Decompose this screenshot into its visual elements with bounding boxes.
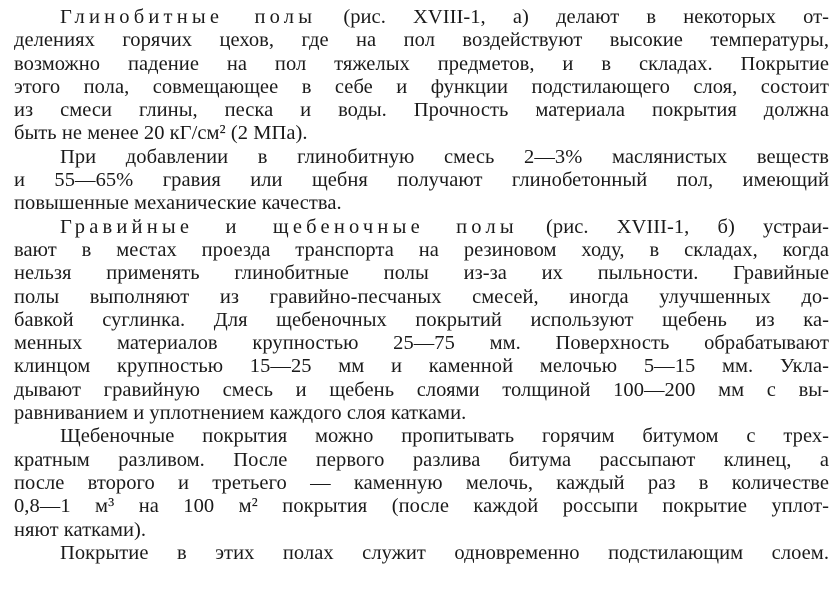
paragraph-clay-floors: [14, 6, 829, 146]
text-line: 0,8—1 м³ на 100 м² покрытия (после каждой россыпи покрытие уплот-: [14, 495, 829, 518]
text-line: Щебеночные покрытия можно пропитывать горячим битумом с трех-: [60, 425, 829, 448]
text-line: бавкой суглинка. Для щебеночных покрытий используют щебень из ка-: [14, 308, 829, 331]
text-line: быть не менее 20 кГ/см² (2 МПа).: [14, 122, 308, 145]
text-line: клинцом крупностью 15—25 мм и каменной мелочью 5—15 мм. Укла-: [14, 355, 829, 378]
text-line: повышенные механические качества.: [14, 192, 342, 215]
text-line: Глинобитные полы (рис. XVIII-1, а) делают в некоторых от-: [60, 6, 829, 28]
text-line: нельзя применять глинобитные полы из-за их пыльности. Гравийные: [14, 262, 829, 285]
text-line: после второго и третьего — каменную мелочь, каждый раз в количестве: [14, 471, 829, 494]
text-line: дывают гравийную смесь и щебень слоями толщиной 100—200 мм с вы-: [14, 378, 829, 401]
text-line: кратным разливом. После первого разлива битума рассыпают клинец, а: [14, 448, 829, 471]
text-line: няют катками).: [14, 518, 147, 541]
text-line: равниванием и уплотнением каждого слоя катками.: [14, 402, 467, 425]
text-line: Гравийные и щебеночные полы (рис. XVIII-1, б) устраи-: [60, 215, 829, 238]
text-line: возможно падение на пол тяжелых предметов, и в складах. Покрытие: [14, 52, 829, 75]
paragraph-bitumen: [14, 425, 829, 541]
paragraph-clay-concrete: [14, 146, 829, 216]
term-gravel-floors: Гравийные и щебеночные полы: [60, 215, 518, 238]
text-line: этого пола, совмещающее в себе и функции подстилающего слоя, состоит: [14, 75, 829, 98]
text-line: Покрытие в этих полах служит одновременно подстилающим слоем.: [60, 541, 829, 564]
text-line: из смеси глины, песка и воды. Прочность материала покрытия должна: [14, 99, 829, 122]
text-line: полы выполняют из гравийно-песчаных смесей, иногда улучшенных до-: [14, 285, 829, 308]
term-clay-floors: Глинобитные полы: [60, 6, 317, 28]
text-line: менных материалов крупностью 25—75 мм. Поверхность обрабатывают: [14, 332, 829, 355]
paragraph-subbase: [14, 542, 829, 565]
paragraph-gravel-floors: [14, 216, 829, 426]
text-line: При добавлении в глинобитную смесь 2—3% маслянистых веществ: [60, 145, 829, 168]
text-line: и 55—65% гравия или щебня получают глинобетонный пол, имеющий: [14, 169, 829, 192]
text-line: вают в местах проезда транспорта на резиновом ходу, в складах, когда: [14, 238, 829, 261]
text-line: делениях горячих цехов, где на пол воздействуют высокие температуры,: [14, 29, 829, 52]
